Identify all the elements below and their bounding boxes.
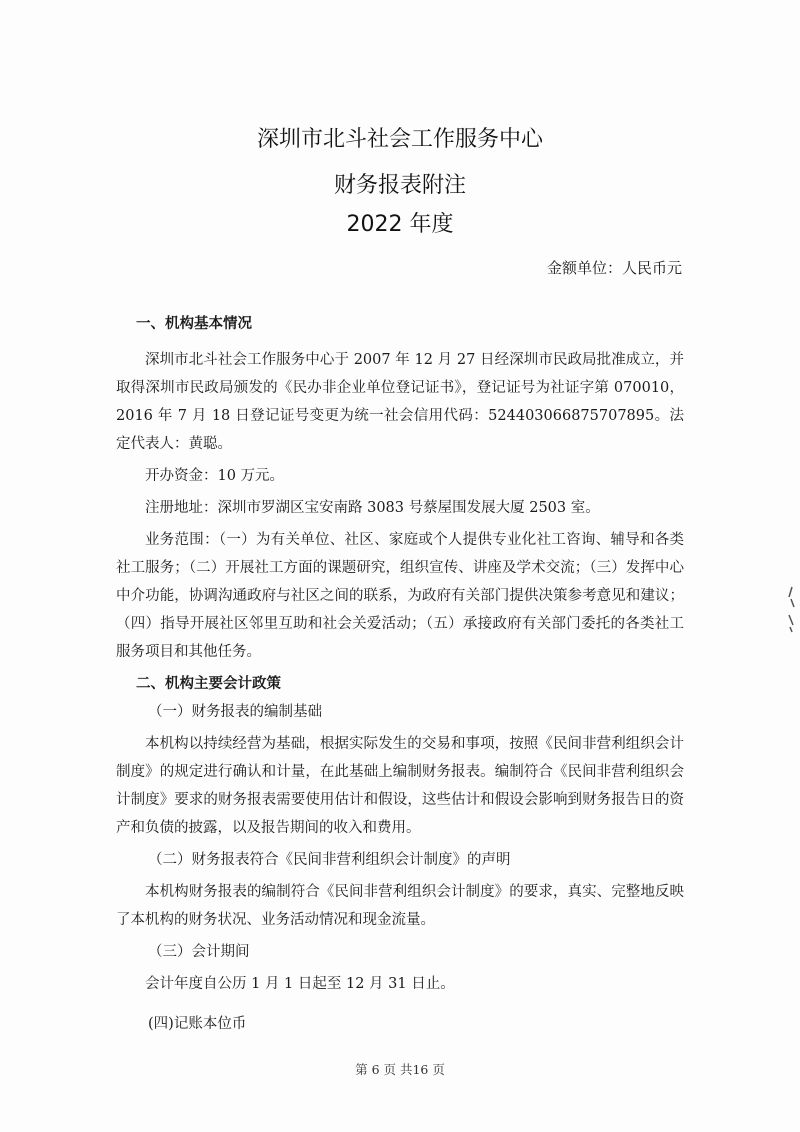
paragraph-org-intro: 深圳市北斗社会工作服务中心于 2007 年 12 月 27 日经深圳市民政局批准成立，并取得深圳市民政局颁发的《民办非企业单位登记证书》，登记证号为社证字第 070010，2016 年 7 月 18 日登记证号变更为统一社会信用代码：524403066875707895。法定代表人：黄聪。 bbox=[116, 352, 684, 452]
section-heading-accounting-policies: 二、机构主要会计政策 bbox=[136, 675, 281, 692]
organization-name: 深圳市北斗社会工作服务中心 bbox=[256, 127, 543, 152]
subsection-title-functional-currency: (四)记账本位币 bbox=[148, 1016, 247, 1032]
report-year: 2022 年度 bbox=[346, 212, 454, 237]
paragraph-preparation-basis: 本机构以持续经营为基础，根据实际发生的交易和事项，按照《民间非营利组织会计制度》的规定进行确认和计量，在此基础上编制财务报表。编制符合《民间非营利组织会计制度》要求的财务报表需要使用估计和假设，这些估计和假设会影响到财务报告日的资产和负债的披露，以及报告期间的收入和费用。 bbox=[116, 736, 684, 836]
subsection-title-compliance-statement: （二）财务报表符合《民间非营利组织会计制度》的声明 bbox=[148, 852, 511, 868]
scan-edge-mark bbox=[786, 585, 796, 633]
paragraph-compliance-statement: 本机构财务报表的编制符合《民间非营利组织会计制度》的要求，真实、完整地反映了本机构的财务状况、业务活动情况和现金流量。 bbox=[116, 884, 684, 928]
subsection-title-accounting-period: （三）会计期间 bbox=[148, 944, 250, 960]
paragraph-accounting-period: 会计年度自公历 1 月 1 日起至 12 月 31 日止。 bbox=[145, 976, 455, 992]
document-body bbox=[116, 310, 684, 1038]
paragraph-capital: 开办资金：10 万元。 bbox=[145, 468, 285, 484]
currency-unit-label: 金额单位：人民币元 bbox=[546, 259, 682, 277]
section-heading-basic-info: 一、机构基本情况 bbox=[136, 315, 252, 332]
paragraph-business-scope: 业务范围：（一）为有关单位、社区、家庭或个人提供专业化社工咨询、辅导和各类社工服务；（二）开展社工方面的课题研究，组织宣传、讲座及学术交流；（三）发挥中心中介功能，协调沟通政府与社区之间的联系，为政府有关部门提供决策参考意见和建议；（四）指导开展社区邻里互助和社会关爱活动；（五）承接政府有关部门委托的各类社工服务项目和其他任务。 bbox=[116, 532, 684, 660]
paragraph-address: 注册地址：深圳市罗湖区宝安南路 3083 号蔡屋围发展大厦 2503 室。 bbox=[145, 500, 600, 516]
subsection-title-preparation-basis: （一）财务报表的编制基础 bbox=[148, 704, 322, 720]
document-title: 财务报表附注 bbox=[333, 173, 466, 198]
page-number: 第 6 页 共16 页 bbox=[355, 1062, 445, 1077]
